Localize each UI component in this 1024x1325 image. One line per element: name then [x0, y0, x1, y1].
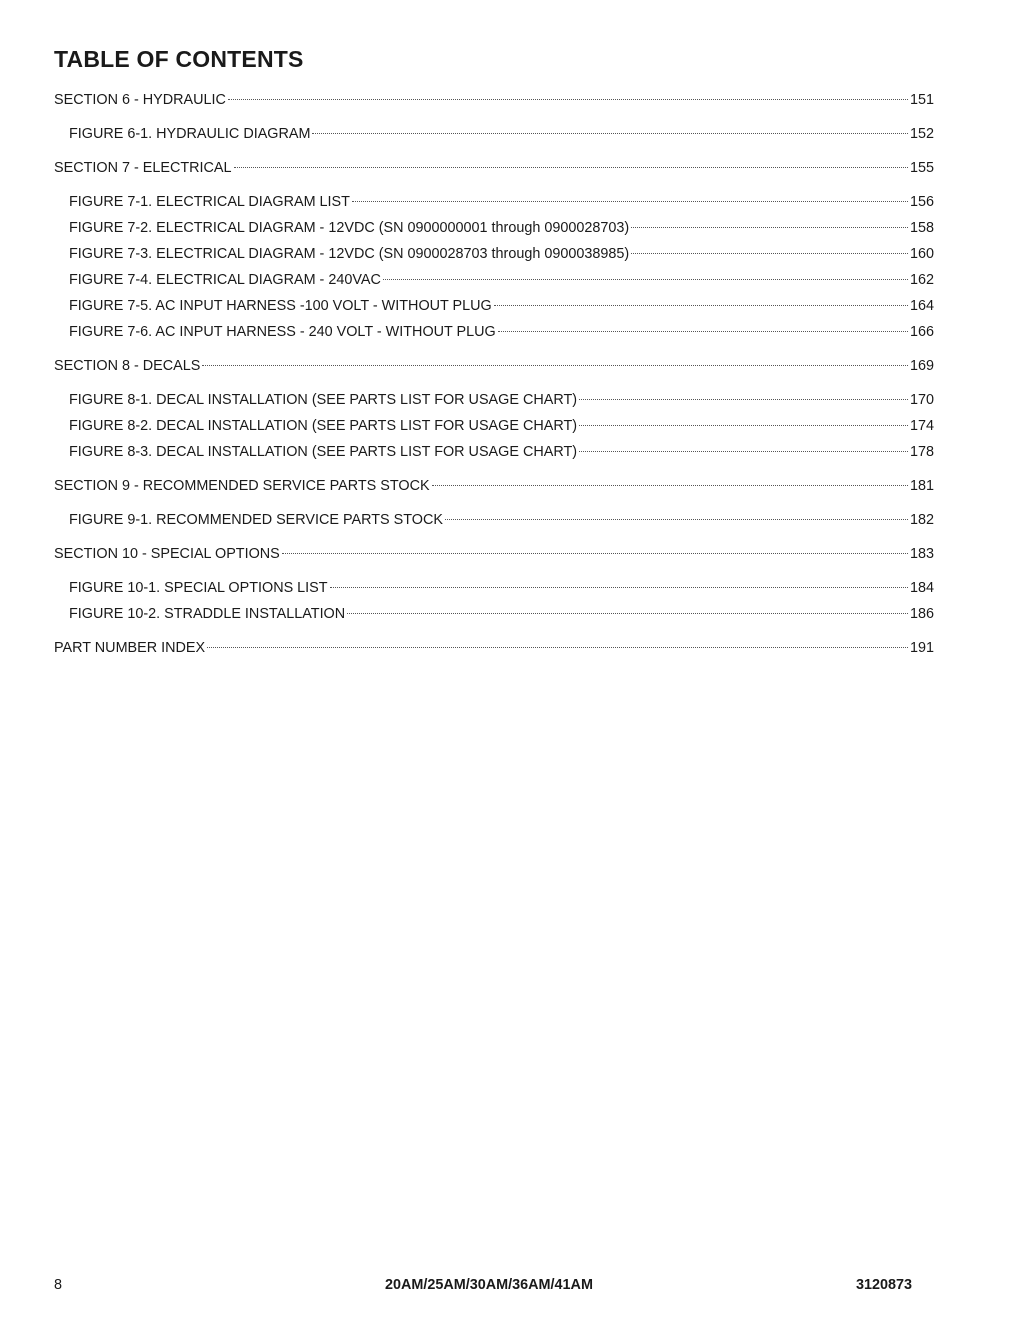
- toc-dot-leader: [631, 253, 908, 254]
- toc-entry-page-number: 178: [909, 444, 934, 460]
- toc-entry-page-number: 191: [909, 640, 934, 656]
- toc-entry-label: SECTION 8 - DECALS: [54, 358, 201, 374]
- toc-figure-entry[interactable]: [54, 124, 934, 144]
- toc-section-entry[interactable]: [54, 638, 934, 658]
- table-of-contents: [54, 90, 934, 658]
- toc-dot-leader: [202, 365, 908, 366]
- toc-dot-leader: [498, 331, 908, 332]
- toc-entry-label: FIGURE 10-2. STRADDLE INSTALLATION: [69, 606, 346, 622]
- toc-figure-entry[interactable]: [54, 442, 934, 462]
- toc-figure-entry[interactable]: [54, 270, 934, 290]
- toc-dot-leader: [432, 485, 908, 486]
- toc-entry-label: FIGURE 10-1. SPECIAL OPTIONS LIST: [69, 580, 328, 596]
- toc-entry-label: FIGURE 9-1. RECOMMENDED SERVICE PARTS STOCK: [69, 512, 443, 528]
- toc-figure-entry[interactable]: [54, 296, 934, 316]
- toc-figure-entry[interactable]: [54, 218, 934, 238]
- toc-entry-page-number: 151: [909, 92, 934, 108]
- page-title: TABLE OF CONTENTS: [54, 46, 304, 72]
- toc-dot-leader: [330, 587, 908, 588]
- toc-dot-leader: [579, 451, 908, 452]
- toc-dot-leader: [228, 99, 908, 100]
- toc-figure-entry[interactable]: [54, 604, 934, 624]
- toc-entry-label: SECTION 7 - ELECTRICAL: [54, 160, 232, 176]
- toc-figure-entry[interactable]: [54, 578, 934, 598]
- toc-entry-label: FIGURE 8-2. DECAL INSTALLATION (SEE PARTS LIST FOR USAGE CHART): [69, 418, 578, 434]
- toc-entry-page-number: 182: [909, 512, 934, 528]
- toc-dot-leader: [347, 613, 908, 614]
- toc-entry-label: FIGURE 8-1. DECAL INSTALLATION (SEE PARTS LIST FOR USAGE CHART): [69, 392, 578, 408]
- toc-section-entry[interactable]: [54, 356, 934, 376]
- toc-entry-page-number: 155: [909, 160, 934, 176]
- toc-dot-leader: [282, 553, 908, 554]
- toc-entry-label: FIGURE 7-6. AC INPUT HARNESS - 240 VOLT - WITHOUT PLUG: [69, 324, 496, 340]
- toc-dot-leader: [445, 519, 908, 520]
- toc-entry-page-number: 162: [909, 272, 934, 288]
- toc-entry-label: SECTION 6 - HYDRAULIC: [54, 92, 226, 108]
- toc-entry-page-number: 158: [909, 220, 934, 236]
- toc-dot-leader: [234, 167, 908, 168]
- toc-entry-page-number: 181: [909, 478, 934, 494]
- toc-entry-label: FIGURE 6-1. HYDRAULIC DIAGRAM: [69, 126, 311, 142]
- toc-dot-leader: [207, 647, 908, 648]
- toc-dot-leader: [579, 425, 908, 426]
- toc-section-entry[interactable]: [54, 90, 934, 110]
- toc-entry-label: FIGURE 7-3. ELECTRICAL DIAGRAM - 12VDC (SN 0900028703 through 0900038985): [69, 246, 630, 262]
- toc-entry-label: SECTION 9 - RECOMMENDED SERVICE PARTS STOCK: [54, 478, 430, 494]
- toc-entry-page-number: 166: [909, 324, 934, 340]
- toc-entry-label: FIGURE 7-2. ELECTRICAL DIAGRAM - 12VDC (SN 0900000001 through 0900028703): [69, 220, 630, 236]
- toc-entry-label: FIGURE 7-1. ELECTRICAL DIAGRAM LIST: [69, 194, 350, 210]
- footer-document-number: 3120873: [856, 1277, 913, 1293]
- toc-dot-leader: [312, 133, 908, 134]
- footer-page-number: 8: [54, 1277, 63, 1293]
- toc-entry-page-number: 152: [909, 126, 934, 142]
- toc-dot-leader: [631, 227, 908, 228]
- toc-figure-entry[interactable]: [54, 192, 934, 212]
- toc-dot-leader: [494, 305, 908, 306]
- toc-entry-page-number: 156: [909, 194, 934, 210]
- toc-entry-label: FIGURE 7-5. AC INPUT HARNESS -100 VOLT - WITHOUT PLUG: [69, 298, 492, 314]
- toc-entry-page-number: 174: [909, 418, 934, 434]
- toc-entry-label: SECTION 10 - SPECIAL OPTIONS: [54, 546, 280, 562]
- toc-figure-entry[interactable]: [54, 416, 934, 436]
- toc-entry-label: FIGURE 7-4. ELECTRICAL DIAGRAM - 240VAC: [69, 272, 381, 288]
- toc-figure-entry[interactable]: [54, 322, 934, 342]
- toc-entry-page-number: 186: [909, 606, 934, 622]
- toc-figure-entry[interactable]: [54, 244, 934, 264]
- toc-entry-page-number: 164: [909, 298, 934, 314]
- toc-entry-page-number: 170: [909, 392, 934, 408]
- toc-entry-label: PART NUMBER INDEX: [54, 640, 206, 656]
- toc-entry-label: FIGURE 8-3. DECAL INSTALLATION (SEE PARTS LIST FOR USAGE CHART): [69, 444, 578, 460]
- page-footer: [0, 1277, 1024, 1297]
- toc-section-entry[interactable]: [54, 476, 934, 496]
- toc-dot-leader: [579, 399, 908, 400]
- toc-figure-entry[interactable]: [54, 390, 934, 410]
- toc-entry-page-number: 183: [909, 546, 934, 562]
- footer-model-list: 20AM/25AM/30AM/36AM/41AM: [385, 1277, 593, 1293]
- toc-section-entry[interactable]: [54, 158, 934, 178]
- toc-section-entry[interactable]: [54, 544, 934, 564]
- toc-dot-leader: [352, 201, 908, 202]
- toc-figure-entry[interactable]: [54, 510, 934, 530]
- toc-entry-page-number: 160: [909, 246, 934, 262]
- toc-entry-page-number: 184: [909, 580, 934, 596]
- toc-entry-page-number: 169: [909, 358, 934, 374]
- toc-dot-leader: [383, 279, 908, 280]
